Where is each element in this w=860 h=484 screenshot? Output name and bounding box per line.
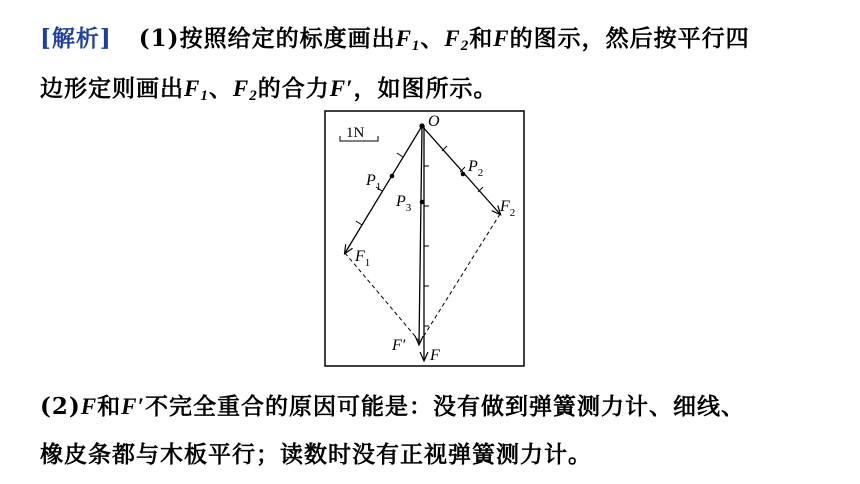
line1-part-a: (1)按照给定的标度画出 <box>138 25 396 52</box>
force-diagram <box>324 110 526 368</box>
vector-f2 <box>422 126 500 214</box>
point-p1 <box>390 174 395 179</box>
label-f-prime: F′ <box>392 337 406 354</box>
scale-bar <box>340 125 378 141</box>
line2-part-a: 边形定则画出 <box>40 75 184 102</box>
line2-sep1: 、 <box>208 75 233 102</box>
line3-sep1: 和 <box>97 393 122 420</box>
line1-sep2: 和 <box>469 25 494 52</box>
f-ticks <box>424 166 429 326</box>
symbol-f2: $F_2$ <box>444 26 470 54</box>
symbol-f1: $F_1$ <box>184 76 209 104</box>
vector-f1 <box>345 126 422 253</box>
analysis-line-2 <box>40 70 498 103</box>
vector-f-prime <box>419 126 422 344</box>
symbol-f-prime: F′ <box>329 76 354 101</box>
symbol-f1: $F_1$ <box>395 26 421 54</box>
line3-part-a: (2) <box>40 393 81 420</box>
symbol-f-prime: F′ <box>121 394 145 419</box>
line1-sep1: 、 <box>420 25 445 52</box>
symbol-f: F <box>493 26 510 51</box>
label-p3: $P_3$ <box>396 193 412 214</box>
line3-part-b: 不完全重合的原因可能是：没有做到弹簧测力计、细线、 <box>144 393 745 420</box>
dashed-side-f1 <box>345 253 420 342</box>
line2-part-b: 的合力 <box>257 75 330 102</box>
symbol-f2: $F_2$ <box>232 76 258 104</box>
analysis-tag: [解析] <box>40 25 112 52</box>
origin-label: O <box>428 113 440 130</box>
label-f1: $F_1$ <box>355 248 371 269</box>
line1-part-b: 的图示，然后按平行四 <box>509 25 750 52</box>
scale-label: 1N <box>346 125 365 141</box>
label-p1: $P_1$ <box>366 172 382 193</box>
analysis-line-4: 橡皮条都与木板平行；读数时没有正视弹簧测力计。 <box>40 441 592 468</box>
label-p2: $P_2$ <box>468 158 484 179</box>
dashed-side-f2 <box>420 214 500 342</box>
point-p2 <box>461 172 466 177</box>
analysis-line-3 <box>40 388 745 421</box>
label-f2: $F_2$ <box>500 198 516 219</box>
label-f: F <box>430 347 440 364</box>
analysis-line-1 <box>40 20 750 53</box>
line2-part-c: ，如图所示。 <box>353 75 498 102</box>
symbol-f: F <box>80 394 98 419</box>
